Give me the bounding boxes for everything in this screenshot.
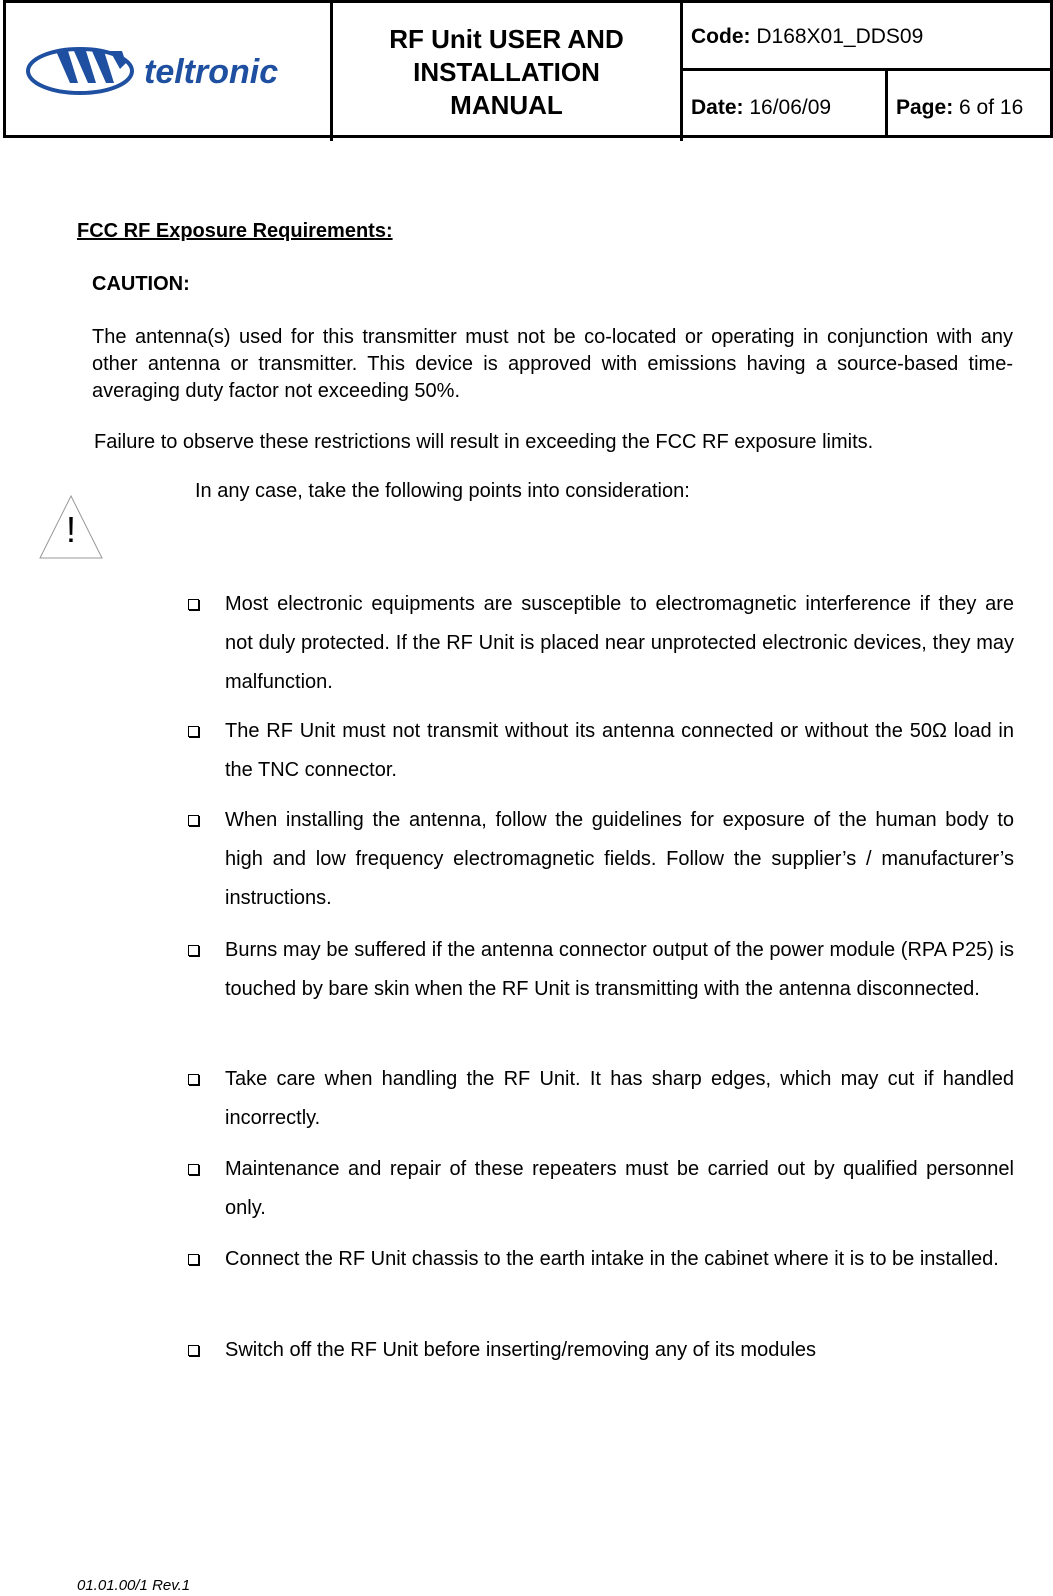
teltronic-logo [22,33,322,113]
page-label: Page: [896,96,954,119]
document-title [333,3,683,141]
title-line-2: INSTALLATION [413,56,600,87]
warning-exclamation: ! [65,509,76,550]
list-item [178,1060,1014,1138]
checkbox-bullet-icon [188,1164,199,1175]
title-line-1: RF Unit USER AND [389,23,624,54]
code-cell [683,3,1053,71]
list-item-text: When installing the antenna, follow the guidelines for exposure of the human body to high and low frequency electromagnetic fields. Follow the supplier’s / manufacturer’s instructions. [225,809,1014,909]
list-item-text: Maintenance and repair of these repeaters must be carried out by qualified personnel only. [225,1158,1014,1219]
list-item [178,712,1014,790]
list-item [178,1240,1014,1279]
caution-paragraph: The antenna(s) used for this transmitter must not be co-located or operating in conjunction with any other antenna or transmitter. This device is approved with emissions having a source-based time-averaging duty factor not exceeding 50%. [92,326,1013,402]
page-value: 6 of 16 [959,96,1024,119]
date-value: 16/06/09 [749,96,832,119]
checkbox-bullet-icon [188,1254,199,1265]
title-line-3: MANUAL [450,89,563,120]
list-item-text: Most electronic equipments are susceptible to electromagnetic interference if they are not duly protected. If the RF Unit is placed near unprotected electronic devices, they may malfunction. [225,593,1014,693]
checkbox-bullet-icon [188,1345,199,1356]
failure-paragraph: Failure to observe these restrictions will result in exceeding the FCC RF exposure limits. [94,431,874,453]
section-heading: FCC RF Exposure Requirements: [77,220,393,242]
list-item-text: Take care when handling the RF Unit. It has sharp edges, which may cut if handled incorrectly. [225,1068,1014,1129]
warning-sign [38,494,104,562]
list-item [178,1150,1014,1228]
header-table [3,0,1053,138]
list-item [178,931,1014,1009]
checkbox-bullet-icon [188,599,199,610]
footer-form-code: 01.01.00/1 Rev.1 [77,1577,191,1594]
list-item-text: Connect the RF Unit chassis to the earth intake in the cabinet where it is to be installed. [225,1248,999,1270]
logo-text: teltronic [144,53,279,91]
date-label: Date: [691,96,744,119]
date-cell [683,71,888,138]
list-item [178,1331,1014,1370]
checkbox-bullet-icon [188,815,199,826]
code-label: Code: [691,25,751,48]
checkbox-bullet-icon [188,1074,199,1085]
checkbox-bullet-icon [188,726,199,737]
intro-text: In any case, take the following points into consideration: [195,480,690,502]
checkbox-bullet-icon [188,945,199,956]
caution-label: CAUTION: [92,273,190,295]
list-item-text: The RF Unit must not transmit without its antenna connected or without the 50Ω load in the TNC connector. [225,720,1014,781]
list-item [178,585,1014,702]
page-cell [888,71,1053,138]
list-item-text: Switch off the RF Unit before inserting/removing any of its modules [225,1339,817,1361]
list-item [178,801,1014,918]
logo-cell [6,3,333,141]
list-item-text: Burns may be suffered if the antenna connector output of the power module (RPA P25) is touched by bare skin when the RF Unit is transmitting with the antenna disconnected. [225,939,1014,1000]
code-value: D168X01_DDS09 [756,25,924,48]
